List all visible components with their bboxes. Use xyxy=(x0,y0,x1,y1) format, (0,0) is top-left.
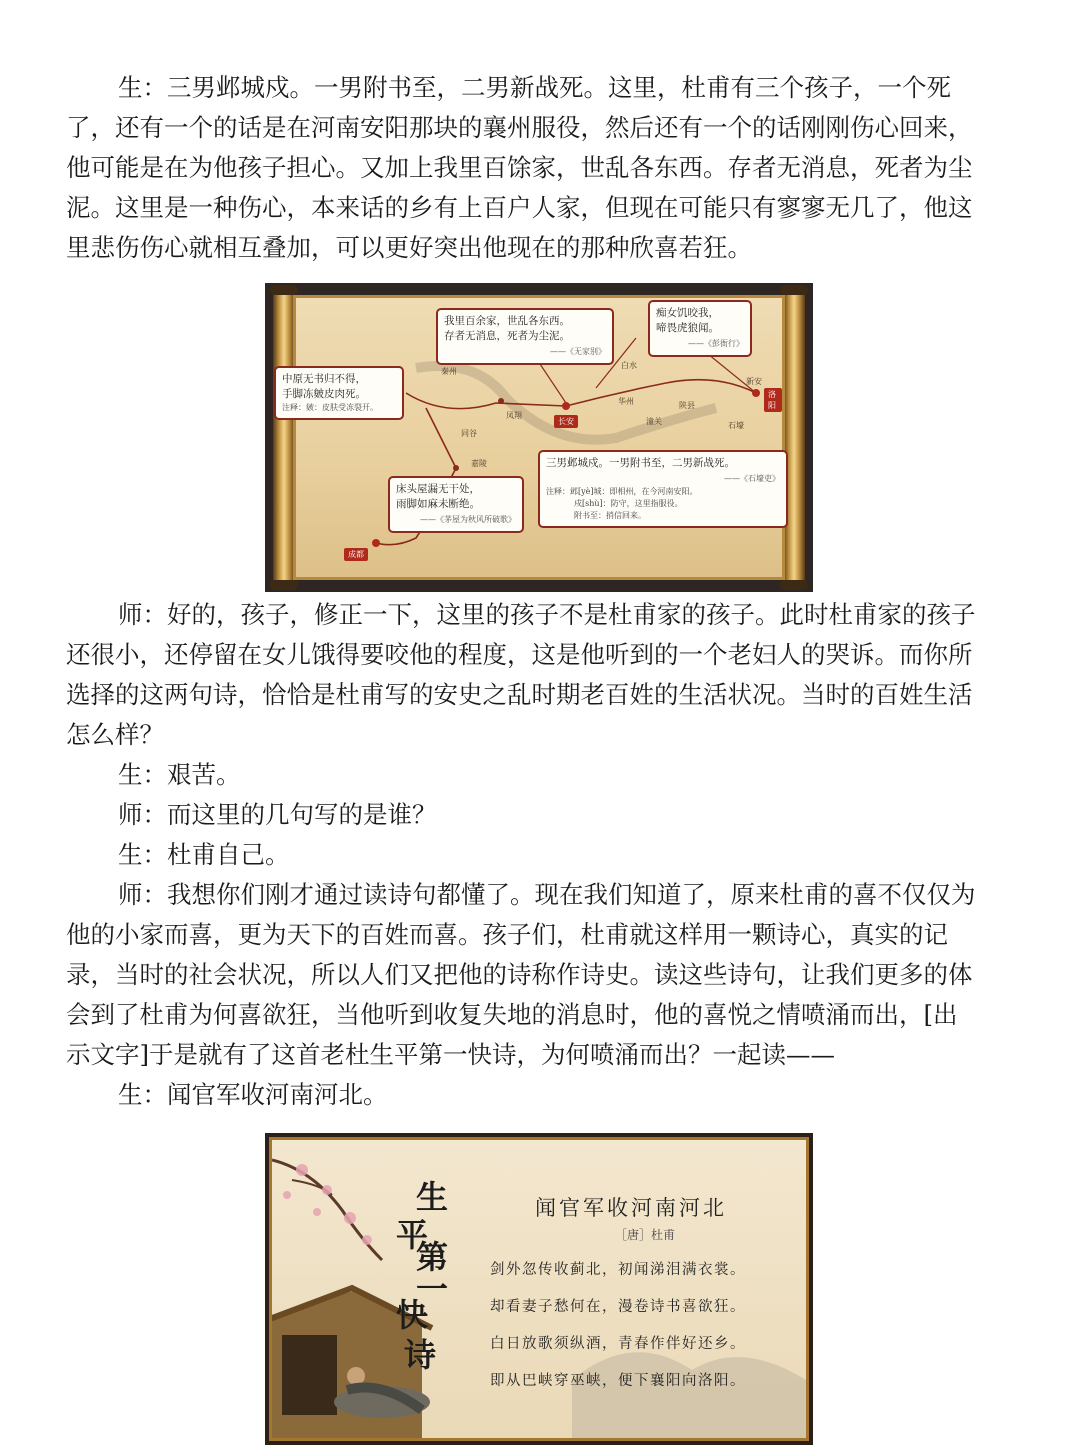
dialog-block xyxy=(66,755,1016,875)
dialog-line: 师：而这里的几句写的是谁？ xyxy=(118,800,437,829)
text-line: 他可能是在为他孩子担心。又加上我里百馀家，世乱各东西。存者无消息，死者为尘 xyxy=(66,153,973,182)
paragraph-student-answer-1 xyxy=(66,68,1016,268)
place-label: 嘉陵 xyxy=(471,459,487,468)
quote-line: 存者无消息，死者为尘泥。 xyxy=(444,330,570,342)
quote-box-wujiabie xyxy=(436,308,614,365)
text-line: 他的小家而喜，更为天下的百姓而喜。孩子们，杜甫就这样用一颗诗心，真实的记 xyxy=(66,920,948,949)
quote-source: ——《彭衙行》 xyxy=(688,339,744,348)
text-line: 怎么样？ xyxy=(66,720,164,749)
text-line: 还很小，还停留在女儿饿得要咬他的程度，这是他听到的一个老妇人的哭诉。而你所 xyxy=(66,640,973,669)
quote-line: 雨脚如麻未断绝。 xyxy=(396,498,480,510)
city-chengdu: 成都 xyxy=(344,548,368,561)
text-line: 生：三男邺城戍。一男附书至，二男新战死。这里，杜甫有三个孩子，一个死 xyxy=(118,73,951,102)
quote-line: 啼畏虎狼闻。 xyxy=(656,322,719,334)
quote-line: 我里百余家，世乱各东西。 xyxy=(444,315,570,327)
brush-char: 生 xyxy=(416,1178,449,1216)
text-line: 选择的这两句诗，恰恰是杜甫写的安史之乱时期老百姓的生活状况。当时的百姓生活 xyxy=(66,680,973,709)
poem-author: ［唐］杜甫 xyxy=(615,1228,676,1242)
poem-line: 却看妻子愁何在，漫卷诗书喜欲狂。 xyxy=(490,1299,746,1315)
place-label: 华州 xyxy=(618,397,634,406)
du-fu-travel-map-image xyxy=(265,283,813,592)
text-line: 师：好的，孩子，修正一下，这里的孩子不是杜甫家的孩子。此时杜甫家的孩子 xyxy=(118,600,976,629)
quote-line: 手脚冻皴皮肉死。 xyxy=(282,388,366,400)
scroll-rod-left xyxy=(273,287,295,588)
city-luoyang: 洛阳 xyxy=(764,388,782,412)
quote-box-pengyaxing xyxy=(648,300,752,357)
quote-source: ——《石壕吏》 xyxy=(724,474,780,483)
text-line: 会到了杜甫为何喜欲狂，当他听到收复失地的消息时，他的喜悦之情喷涌而出，[出 xyxy=(66,1000,958,1029)
dialog-line: 生：杜甫自己。 xyxy=(118,840,290,869)
quote-line: 床头屋漏无干处， xyxy=(396,483,480,495)
text-line: 里悲伤伤心就相互叠加，可以更好突出他现在的那种欣喜若狂。 xyxy=(66,233,752,262)
text-line: 了，还有一个的话是在河南安阳那块的襄州服役，然后还有一个的话刚刚伤心回来， xyxy=(66,113,973,142)
brush-char: 第 xyxy=(416,1238,449,1276)
quote-box-maowu xyxy=(388,476,524,533)
text-line: 师：我想你们刚才通过读诗句都懂了。现在我们知道了，原来杜甫的喜不仅仅为 xyxy=(118,880,976,909)
quote-note: 戍[shù]：防守，这里指服役。 xyxy=(574,499,683,508)
quote-box-shihaoli xyxy=(538,450,788,528)
poem-line: 即从巴峡穿巫峡，便下襄阳向洛阳。 xyxy=(490,1373,746,1389)
brush-char: 平 xyxy=(396,1216,429,1254)
scroll-rod-right xyxy=(783,287,805,588)
quote-source: ——《无家别》 xyxy=(550,347,606,356)
brush-char: 诗 xyxy=(404,1336,437,1374)
place-label: 新安 xyxy=(746,377,762,386)
place-label: 白水 xyxy=(621,361,637,370)
place-label: 同谷 xyxy=(461,429,477,438)
paragraph-teacher-1 xyxy=(66,595,1016,755)
paragraph-teacher-2 xyxy=(66,875,1016,1075)
quote-line: 中原无书归不得， xyxy=(282,373,366,385)
student-reply xyxy=(66,1075,1016,1115)
text-line: 生：闻官军收河南河北。 xyxy=(118,1080,388,1109)
quote-line: 三男邺城戍。一男附书至，二男新战死。 xyxy=(546,457,735,469)
text-line: 泥。这里是一种伤心，本来话的乡有上百户人家，但现在可能只有寥寥无几了，他这 xyxy=(66,193,973,222)
place-label: 秦州 xyxy=(441,367,457,376)
quote-source: ——《茅屋为秋风所破歌》 xyxy=(420,515,516,524)
place-label: 凤翔 xyxy=(506,411,522,420)
quote-note: 注释：邺[yè]城：即相州，在今河南安阳。 xyxy=(546,487,698,496)
brush-char: 一 xyxy=(416,1270,449,1308)
poem-frame xyxy=(269,1137,809,1441)
text-line: 录，当时的社会状况，所以人们又把他的诗称作诗史。读这些诗句，让我们更多的体 xyxy=(66,960,973,989)
dialog-line: 生：艰苦。 xyxy=(118,760,241,789)
poem-line: 剑外忽传收蓟北，初闻涕泪满衣裳。 xyxy=(490,1262,746,1278)
quote-box-tonggu xyxy=(274,366,404,420)
poem-illustration xyxy=(272,1140,806,1438)
place-label: 陕县 xyxy=(679,401,695,410)
place-label: 潼关 xyxy=(646,417,662,426)
quote-note: 附书至：捎信回来。 xyxy=(574,511,646,520)
city-changan: 长安 xyxy=(554,415,578,428)
poem-slide-image xyxy=(265,1133,813,1445)
text-line: 示文字]于是就有了这首老杜生平第一快诗，为何喷涌而出？一起读—— xyxy=(66,1040,836,1069)
quote-note: 注释：皴：皮肤受冻裂开。 xyxy=(282,403,378,412)
poem-title: 闻官军收河南河北 xyxy=(535,1196,727,1220)
place-label: 石壕 xyxy=(728,421,744,430)
poem-line: 白日放歌须纵酒，青春作伴好还乡。 xyxy=(490,1336,746,1352)
brush-char: 快 xyxy=(396,1296,429,1334)
map-paper xyxy=(282,295,785,580)
quote-line: 痴女饥咬我， xyxy=(656,307,719,319)
